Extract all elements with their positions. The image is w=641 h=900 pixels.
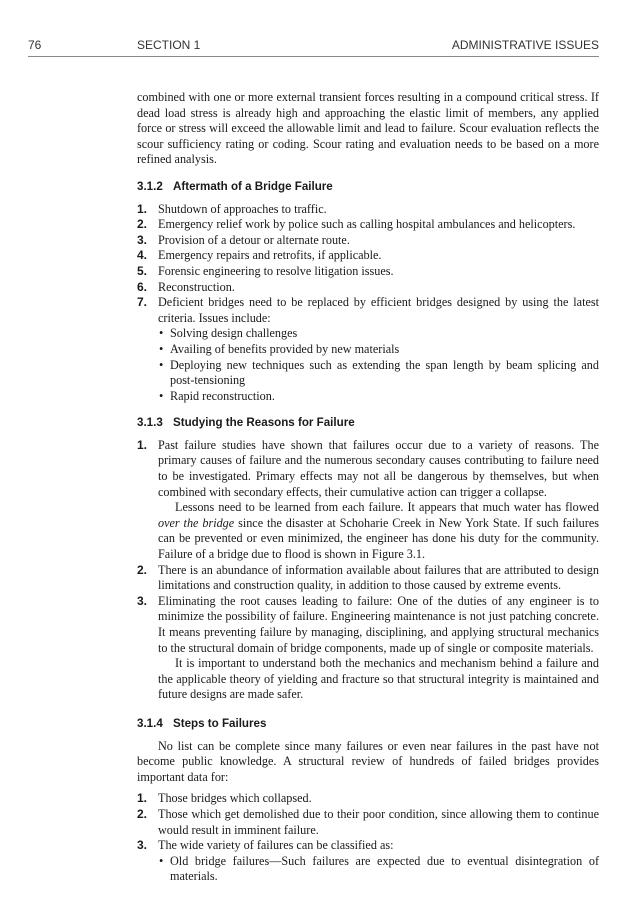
- page-number: 76: [28, 38, 42, 52]
- item-number: 7.: [137, 295, 148, 310]
- section-heading-3-1-2: [137, 179, 599, 195]
- bullet-text: Old bridge failures—Such failures are expected due to eventual disintegration of materials.: [170, 853, 599, 884]
- item-number: 4.: [137, 248, 148, 263]
- item-number: 1.: [137, 437, 148, 452]
- list-item: [137, 295, 599, 404]
- item-text: There is an abundance of information available about failures that are attributed to design limitations and construction quality, in addition to those caused by extreme events.: [158, 562, 599, 593]
- item-number: 2.: [137, 562, 148, 577]
- item-text: Past failure studies have shown that failures occur due to a variety of reasons. The primary causes of failure and the numerous secondary causes contributing to failure need to be investigated. Primary effects may not all be dangerous by themselves, but when combined with secondary effects, their cumulative action can trigger a collapse.: [158, 437, 599, 499]
- item-number: 3.: [137, 838, 148, 853]
- bullet-item: • Old bridge failures—Such failures are expected due to eventual disintegration of materials.: [159, 853, 599, 884]
- item-text: Forensic engineering to resolve litigation issues.: [158, 263, 394, 278]
- item-text: Deficient bridges need to be replaced by efficient bridges designed by using the latest criteria. Issues include:: [158, 295, 599, 325]
- section-number: 3.1.4: [137, 716, 163, 730]
- item-number: 2.: [137, 806, 148, 821]
- section-number: 3.1.2: [137, 179, 163, 193]
- bullet-text: Solving design challenges: [170, 326, 298, 341]
- mechanics-paragraph: It is important to understand both the mechanics and mechanism behind a failure and the applicable theory of yielding and fracture so that structural integrity is maintained and future designs are made safer.: [158, 656, 599, 702]
- chapter-label: ADMINISTRATIVE ISSUES: [451, 38, 599, 52]
- item-text: Emergency relief work by police such as calling hospital ambulances and helicopters.: [158, 217, 576, 232]
- bullet-text: Deploying new techniques such as extending the span length by beam splicing and post-tensioning: [170, 357, 599, 388]
- item-number: 3.: [137, 593, 148, 608]
- list-item: [137, 202, 599, 218]
- list-item: [137, 217, 599, 233]
- failure-class-bullet-list: [158, 854, 599, 885]
- item-number: 2.: [137, 217, 148, 232]
- section-heading-3-1-4: [137, 716, 599, 732]
- reasons-list: [137, 438, 599, 703]
- section-label: SECTION 1: [137, 38, 201, 52]
- item-text: Those bridges which collapsed.: [158, 791, 312, 806]
- steps-intro-paragraph: No list can be complete since many failures or even near failures in the past have not become public knowledge. A structural review of hundreds of failed bridges provides important data for:: [137, 738, 599, 784]
- intro-paragraph: combined with one or more external transient forces resulting in a compound critical stress. If dead load stress is already high and approaching the elastic limit of members, any applied force or stress will exceed the allowable limit and lead to failure. Scour evaluation reflects the scour sufficiency rating or coding. Scour rating and evaluation needs to be based on a more refined analysis.: [137, 90, 599, 167]
- item-text: The wide variety of failures can be classified as:: [158, 838, 394, 853]
- page-body: [137, 90, 599, 885]
- list-item: [137, 264, 599, 280]
- bullet-item: • Solving design challenges: [159, 326, 298, 341]
- item-text: Reconstruction.: [158, 279, 235, 294]
- section-title: Steps to Failures: [173, 716, 267, 730]
- list-item: [137, 280, 599, 296]
- item-number: 3.: [137, 232, 148, 247]
- bullet-item: • Deploying new techniques such as extending the span length by beam splicing and post-tensioning: [159, 357, 599, 388]
- bullet-item: • Availing of benefits provided by new materials: [159, 341, 400, 356]
- list-item: [137, 233, 599, 249]
- issues-bullet-list: [158, 326, 599, 404]
- running-header: [28, 38, 599, 57]
- item-number: 5.: [137, 263, 148, 278]
- steps-list: [137, 791, 599, 885]
- lessons-paragraph: Lessons need to be learned from each failure. It appears that much water has flowed over the bridge since the disaster at Schoharie Creek in New York State. If such failures can be prevented or even minimized, the engineer has done his duty for the community. Failure of a bridge due to flood is shown in Figure 3.1.: [158, 500, 599, 562]
- list-item: [137, 563, 599, 594]
- section-heading-3-1-3: [137, 415, 599, 431]
- aftermath-list: [137, 202, 599, 405]
- section-title: Studying the Reasons for Failure: [173, 416, 355, 430]
- list-item: [137, 791, 599, 807]
- item-text: Provision of a detour or alternate route.: [158, 232, 350, 247]
- bullet-item: • Rapid reconstruction.: [159, 388, 275, 403]
- item-number: 1.: [137, 201, 148, 216]
- item-number: 1.: [137, 791, 148, 806]
- section-number: 3.1.3: [137, 416, 163, 430]
- item-text: Shutdown of approaches to traffic.: [158, 201, 327, 216]
- item-text: Emergency repairs and retrofits, if applicable.: [158, 248, 382, 263]
- item-number: 6.: [137, 279, 148, 294]
- item-text: Eliminating the root causes leading to failure: One of the duties of any engineer is to minimize the possibility of failure. Engineering maintenance is not just patching concrete. It means preventing failure by managing, disciplining, and applying structural mechanics to the structural domain of bridge components, made up of single or composite materials.: [158, 593, 599, 655]
- list-item: [137, 807, 599, 838]
- list-item: [137, 838, 599, 885]
- list-item: [137, 594, 599, 703]
- bullet-text: Rapid reconstruction.: [170, 388, 275, 403]
- list-item: [137, 438, 599, 563]
- section-title: Aftermath of a Bridge Failure: [173, 179, 333, 193]
- emphasis-text: over the bridge: [158, 515, 235, 530]
- bullet-text: Availing of benefits provided by new materials: [170, 341, 400, 356]
- list-item: [137, 248, 599, 264]
- item-text: Those which get demolished due to their poor condition, since allowing them to continue would result in imminent failure.: [158, 806, 599, 837]
